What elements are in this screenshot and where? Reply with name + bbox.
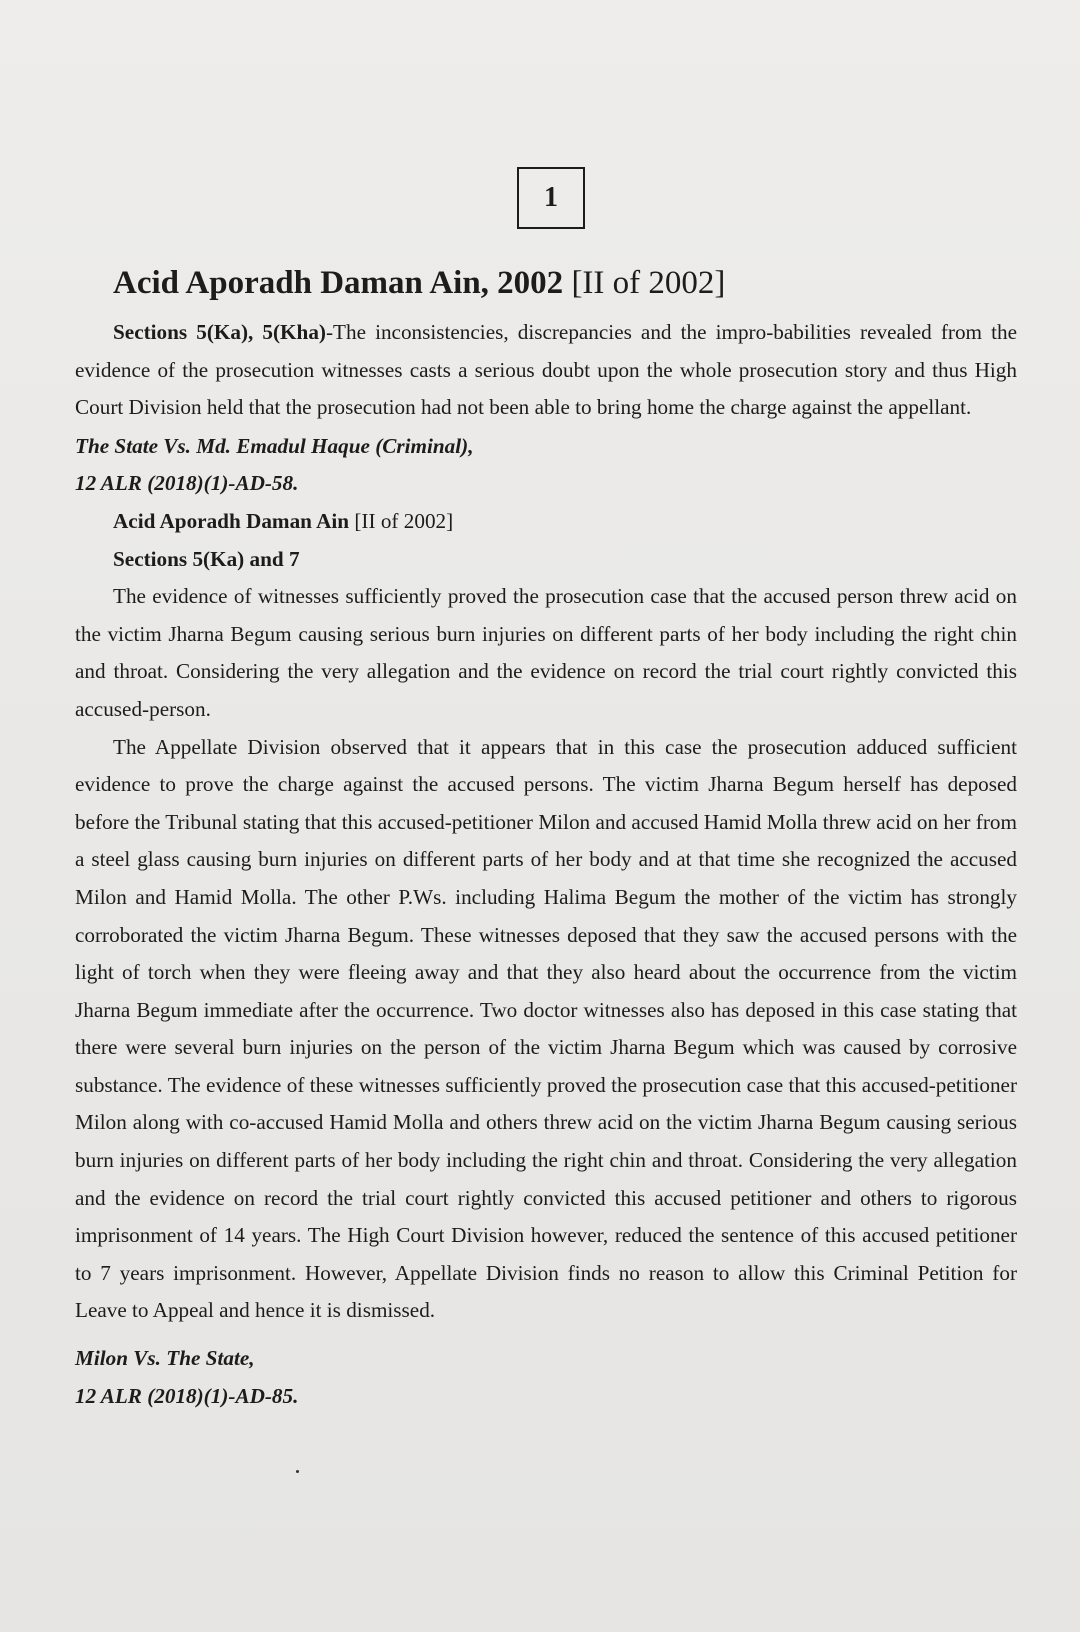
case2-paragraph-2: The Appellate Division observed that it appears that in this case the prosecution adduced sufficient evidence to prove the charge against the accused persons. The victim Jharna Begum herself has deposed before the Tribunal stating that this accused-petitioner Milon and accused Hamid Molla threw acid on her from a steel glass causing burn injuries on different parts of her body and at that time she recognized the accused Milon and Hamid Molla. The other P.Ws. including Halima Begum the mother of the victim has strongly corroborated the victim Jharna Begum. These witnesses deposed that they saw the accused persons with the light of torch when they were fleeing away and that they also heard about the occurrence from the victim Jharna Begum immediate after the occurrence. Two doctor witnesses also has deposed in this case stating that there were several burn injuries on the person of the victim Jharna Begum which was caused by corrosive substance. The evidence of these witnesses sufficiently proved the prosecution case that this accused-petitioner Milon along with co-accused Hamid Molla and others threw acid on the victim Jharna Begum causing serious burn injuries on different parts of her body including the right chin and throat. Considering the very allegation and the evidence on record the trial court rightly convicted this accused petitioner and others to rigorous imprisonment of 14 years. The High Court Division however, reduced the sentence of this accused petitioner to 7 years imprisonment. However, Appellate Division finds no reason to allow this Criminal Petition for Leave to Appeal and hence it is dismissed. bbox=[75, 734, 1017, 1323]
case-number-box: 1 bbox=[517, 167, 585, 229]
page-speck bbox=[296, 1470, 299, 1473]
act-title-name: Acid Aporadh Daman Ain, 2002 bbox=[113, 265, 564, 301]
case1-citation-parties: The State Vs. Md. Emadul Haque (Criminal), bbox=[75, 433, 474, 458]
case2-act-heading bbox=[113, 503, 1017, 541]
case2-act-name: Acid Aporadh Daman Ain bbox=[113, 508, 350, 533]
case2-citation-reference: 12 ALR (2018)(1)-AD-85. bbox=[75, 1383, 299, 1408]
case1-body: -The inconsistencies, discrepancies and the impro-babilities revealed from the evidence of the prosecution witnesses casts a serious doubt upon the whole prosecution story and thus High Court Division held that the prosecution had not been able to bring home the charge against the appellant. bbox=[75, 320, 1018, 420]
case2-act-number: [II of 2002] bbox=[349, 508, 454, 533]
case2-paragraph-1: The evidence of witnesses sufficiently proved the prosecution case that the accused person threw acid on the victim Jharna Begum causing serious burn injuries on different parts of her body including the right chin and throat. Considering the very allegation and the evidence on record the trial court rightly convicted this accused-person. bbox=[75, 584, 1017, 721]
case1-sections-label: Sections 5(Ka), 5(Kha) bbox=[113, 320, 326, 344]
page-content bbox=[75, 262, 1017, 1415]
case1-citation-reference: 12 ALR (2018)(1)-AD-58. bbox=[75, 471, 299, 496]
act-title bbox=[113, 262, 1017, 304]
case2-citation-parties: Milon Vs. The State, bbox=[75, 1346, 255, 1371]
case2-sections-label: Sections 5(Ka) and 7 bbox=[113, 546, 300, 571]
act-title-number: [II of 2002] bbox=[571, 265, 726, 301]
case1-summary bbox=[75, 314, 1017, 427]
